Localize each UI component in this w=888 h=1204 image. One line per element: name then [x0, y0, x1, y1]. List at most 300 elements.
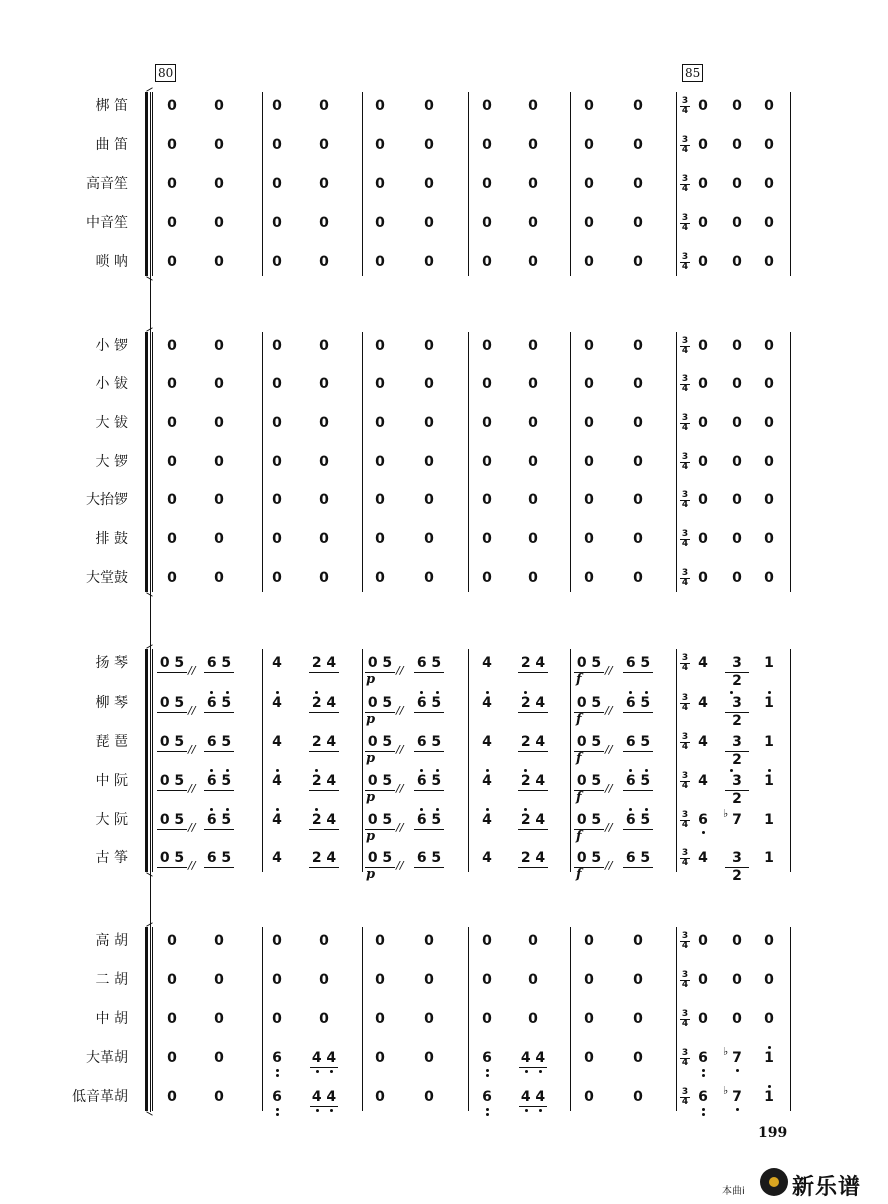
- rest-note: 0: [528, 492, 538, 508]
- rest-note: 0: [698, 176, 708, 192]
- octave-dot: [210, 691, 213, 694]
- rest-note: 0: [633, 492, 643, 508]
- rest-note: 0: [633, 1089, 643, 1105]
- rest-note: 0: [584, 454, 594, 470]
- beat-underline: [623, 672, 653, 673]
- rest-note: 0: [482, 176, 492, 192]
- rest-note: 0: [424, 933, 434, 949]
- barline: [790, 649, 791, 872]
- barline-start: [152, 927, 153, 1111]
- rest-note: 0: [764, 176, 774, 192]
- pitch-note: 4: [698, 734, 708, 750]
- rest-note: 0: [214, 531, 224, 547]
- barline: [468, 332, 469, 592]
- rest-note: 0: [764, 215, 774, 231]
- pitch-note: 4: [482, 655, 492, 671]
- rest-note: 0: [698, 570, 708, 586]
- rest-note: 0: [732, 137, 742, 153]
- low-octave-dot: [525, 1070, 528, 1073]
- octave-dot: [629, 769, 632, 772]
- low-octave-dot: [330, 1070, 333, 1073]
- dynamic-mark: p: [366, 829, 376, 844]
- rest-note: 0: [764, 98, 774, 114]
- pitch-note: 7: [732, 1050, 742, 1066]
- low-octave-dot: [702, 1069, 705, 1072]
- rest-note: 0: [424, 972, 434, 988]
- beat-underline: [623, 829, 653, 830]
- rest-note: 0: [375, 338, 385, 354]
- instrument-label: 中 阮: [95, 773, 128, 789]
- rest-note: 0: [375, 933, 385, 949]
- rest-note: 0: [528, 338, 538, 354]
- instrument-label: 中音笙: [86, 215, 128, 231]
- tremolo-mark: //: [188, 704, 196, 717]
- barline: [790, 927, 791, 1111]
- pitch-group: 2 4: [311, 655, 337, 671]
- rest-note: 0: [482, 215, 492, 231]
- rest-note: 0: [424, 376, 434, 392]
- instrument-label: 大 锣: [95, 454, 128, 470]
- rest-note: 0: [424, 531, 434, 547]
- rest-note: 0: [214, 98, 224, 114]
- rest-note: 0: [633, 570, 643, 586]
- pitch-group: 6 5: [416, 850, 442, 866]
- tremolo-mark: //: [605, 704, 613, 717]
- time-signature: 3 4: [681, 529, 689, 549]
- rest-note: 0: [272, 415, 282, 431]
- rest-note: 0: [584, 933, 594, 949]
- rest-note: 0: [528, 1011, 538, 1027]
- rest-note: 0: [764, 570, 774, 586]
- low-octave-dot: [486, 1108, 489, 1111]
- rest-note: 0: [167, 972, 177, 988]
- time-signature: 3 4: [681, 568, 689, 588]
- rest-note: 0: [633, 215, 643, 231]
- rest-note: 0: [375, 531, 385, 547]
- instrument-label: 扬 琴: [95, 655, 128, 671]
- rest-note: 0: [272, 492, 282, 508]
- rest-note: 0: [167, 492, 177, 508]
- pitch-group: 6 5: [416, 812, 442, 828]
- time-signature: 3 4: [681, 174, 689, 194]
- barline: [790, 92, 791, 276]
- rest-note: 0: [698, 1011, 708, 1027]
- rest-note: 0: [319, 415, 329, 431]
- dynamic-mark: f: [576, 712, 582, 727]
- rest-note: 0: [584, 570, 594, 586]
- barline: [468, 92, 469, 276]
- pitch-note: 4: [272, 655, 282, 671]
- rest-note: 0: [764, 1011, 774, 1027]
- dynamic-mark: p: [366, 790, 376, 805]
- low-octave-dot: [276, 1069, 279, 1072]
- tremolo-mark: //: [188, 782, 196, 795]
- dynamic-mark: f: [576, 672, 582, 687]
- barline: [468, 649, 469, 872]
- rest-note: 0: [732, 454, 742, 470]
- rest-note: 0: [584, 1050, 594, 1066]
- octave-dot: [420, 808, 423, 811]
- high-octave-dot: [768, 1046, 771, 1049]
- low-octave-dot: [316, 1070, 319, 1073]
- barline: [362, 649, 363, 872]
- rest-note: 0: [167, 137, 177, 153]
- system-connector: [150, 92, 151, 1112]
- barline: [676, 332, 677, 592]
- octave-dot: [276, 808, 279, 811]
- beat-underline: [309, 712, 339, 713]
- pitch-note: 6: [698, 1089, 708, 1105]
- rest-note: 0: [424, 415, 434, 431]
- barline: [676, 927, 677, 1111]
- low-octave-dot: [486, 1113, 489, 1116]
- rest-note: 0: [633, 254, 643, 270]
- rest-note: 0: [167, 376, 177, 392]
- pitch-group: 6 5: [625, 812, 651, 828]
- pitch-group: 2 4: [520, 850, 546, 866]
- pitch-note: 6: [482, 1050, 492, 1066]
- pitch-group: 0 5: [367, 773, 393, 789]
- instrument-label: 高 胡: [95, 933, 128, 949]
- tremolo-mark: //: [396, 782, 404, 795]
- rest-note: 0: [424, 215, 434, 231]
- octave-dot: [276, 691, 279, 694]
- octave-dot: [436, 691, 439, 694]
- octave-dot: [629, 691, 632, 694]
- time-signature: 3 4: [681, 810, 689, 830]
- rest-note: 0: [214, 338, 224, 354]
- time-signature: 3 4: [681, 1087, 689, 1107]
- system-bracket: [145, 927, 148, 1111]
- beat-underline: [623, 751, 653, 752]
- time-signature: 3 4: [681, 96, 689, 116]
- instrument-label: 唢 呐: [95, 254, 128, 270]
- rest-note: 0: [272, 254, 282, 270]
- rest-note: 0: [698, 215, 708, 231]
- pitch-group: 0 5: [159, 655, 185, 671]
- barline: [262, 649, 263, 872]
- octave-dot: [436, 808, 439, 811]
- pitch-note: 4 4: [520, 1089, 546, 1105]
- rest-note: 0: [584, 254, 594, 270]
- octave-dot: [315, 769, 318, 772]
- beat-underline: [725, 712, 749, 713]
- tremolo-mark: //: [188, 859, 196, 872]
- beat-underline: [157, 751, 187, 752]
- rest-note: 0: [375, 376, 385, 392]
- rest-note: 0: [375, 454, 385, 470]
- barline: [262, 927, 263, 1111]
- beat-underline: [414, 672, 444, 673]
- beat-underline: [204, 672, 234, 673]
- tremolo-mark: //: [188, 743, 196, 756]
- octave-dot: [486, 691, 489, 694]
- rest-note: 0: [319, 376, 329, 392]
- time-signature: 3 4: [681, 732, 689, 752]
- rest-note: 0: [424, 1011, 434, 1027]
- beat-underline: [157, 829, 187, 830]
- octave-dot: [315, 808, 318, 811]
- time-signature: 3 4: [681, 653, 689, 673]
- rest-note: 0: [528, 215, 538, 231]
- rest-note: 0: [424, 492, 434, 508]
- rest-note: 0: [214, 570, 224, 586]
- beat-underline: [725, 790, 749, 791]
- pitch-note: 1: [764, 1050, 774, 1066]
- rest-note: 0: [214, 1050, 224, 1066]
- rest-note: 0: [732, 98, 742, 114]
- low-octave-dot: [276, 1074, 279, 1077]
- pitch-note: 4: [482, 812, 492, 828]
- rest-note: 0: [375, 176, 385, 192]
- rest-note: 0: [764, 972, 774, 988]
- pitch-note: 4: [272, 850, 282, 866]
- low-octave-dot: [702, 831, 705, 834]
- pitch-note: 1: [764, 655, 774, 671]
- rest-note: 0: [698, 338, 708, 354]
- rest-note: 0: [732, 254, 742, 270]
- rest-note: 0: [528, 376, 538, 392]
- rest-note: 0: [698, 137, 708, 153]
- tremolo-mark: //: [605, 664, 613, 677]
- dynamic-mark: f: [576, 829, 582, 844]
- rest-note: 0: [319, 176, 329, 192]
- rest-note: 0: [764, 531, 774, 547]
- barline: [362, 332, 363, 592]
- rest-note: 0: [633, 1050, 643, 1066]
- rest-note: 0: [167, 215, 177, 231]
- brand-logo-icon: [760, 1168, 788, 1196]
- beat-underline: [623, 790, 653, 791]
- pitch-group: 0 5: [367, 812, 393, 828]
- time-signature: 3 4: [681, 490, 689, 510]
- pitch-group: 0 5: [159, 812, 185, 828]
- pitch-note: 4: [482, 695, 492, 711]
- octave-dot: [486, 808, 489, 811]
- pitch-group: 3 2: [732, 655, 742, 689]
- pitch-group: 2 4: [520, 773, 546, 789]
- time-signature: 3 4: [681, 374, 689, 394]
- barline: [790, 332, 791, 592]
- pitch-group: 6 5: [206, 773, 232, 789]
- rest-note: 0: [698, 454, 708, 470]
- rest-note: 0: [633, 933, 643, 949]
- pitch-group: 6 5: [206, 812, 232, 828]
- time-signature: 3 4: [681, 848, 689, 868]
- pitch-note: 6: [272, 1050, 282, 1066]
- octave-dot: [420, 769, 423, 772]
- barline: [262, 332, 263, 592]
- rest-note: 0: [698, 492, 708, 508]
- octave-dot: [315, 691, 318, 694]
- tremolo-mark: //: [605, 743, 613, 756]
- pitch-note: 6: [698, 1050, 708, 1066]
- rest-note: 0: [424, 1050, 434, 1066]
- rest-note: 0: [424, 98, 434, 114]
- octave-dot: [226, 769, 229, 772]
- beat-underline: [157, 672, 187, 673]
- rest-note: 0: [584, 176, 594, 192]
- pitch-note: 4: [698, 695, 708, 711]
- instrument-label: 大 钹: [95, 415, 128, 431]
- rest-note: 0: [528, 531, 538, 547]
- rest-note: 0: [167, 933, 177, 949]
- rest-note: 0: [214, 933, 224, 949]
- beat-underline: [725, 672, 749, 673]
- rest-note: 0: [698, 531, 708, 547]
- octave-dot: [524, 691, 527, 694]
- rest-note: 0: [732, 492, 742, 508]
- rest-note: 0: [633, 415, 643, 431]
- tremolo-mark: //: [188, 821, 196, 834]
- rest-note: 0: [698, 933, 708, 949]
- pitch-note: 4: [698, 773, 708, 789]
- rest-note: 0: [319, 254, 329, 270]
- rest-note: 0: [528, 98, 538, 114]
- rest-note: 0: [375, 1089, 385, 1105]
- pitch-note: 6: [272, 1089, 282, 1105]
- rest-note: 0: [732, 933, 742, 949]
- rest-note: 0: [482, 972, 492, 988]
- rest-note: 0: [528, 176, 538, 192]
- rest-note: 0: [764, 415, 774, 431]
- dynamic-mark: p: [366, 751, 376, 766]
- rest-note: 0: [584, 338, 594, 354]
- low-octave-dot: [486, 1074, 489, 1077]
- octave-dot: [629, 808, 632, 811]
- pitch-group: 6 5: [625, 695, 651, 711]
- footer-note: 本曲i: [722, 1186, 745, 1197]
- rest-note: 0: [167, 570, 177, 586]
- rest-note: 0: [167, 1011, 177, 1027]
- octave-dot: [645, 769, 648, 772]
- rest-note: 0: [272, 933, 282, 949]
- rest-note: 0: [633, 454, 643, 470]
- time-signature: 3 4: [681, 1009, 689, 1029]
- pitch-note: 4: [272, 773, 282, 789]
- rest-note: 0: [584, 98, 594, 114]
- flat-sign: ♭: [723, 807, 729, 820]
- rest-note: 0: [319, 137, 329, 153]
- pitch-note: 4 4: [311, 1089, 337, 1105]
- low-octave-dot: [276, 1113, 279, 1116]
- time-signature: 3 4: [681, 771, 689, 791]
- rest-note: 0: [528, 933, 538, 949]
- beat-underline: [309, 829, 339, 830]
- rest-note: 0: [167, 98, 177, 114]
- rest-note: 0: [424, 137, 434, 153]
- rest-note: 0: [319, 215, 329, 231]
- octave-dot: [645, 808, 648, 811]
- pitch-group: 2 4: [520, 695, 546, 711]
- dynamic-mark: p: [366, 672, 376, 687]
- rest-note: 0: [214, 137, 224, 153]
- octave-dot: [420, 691, 423, 694]
- barline: [468, 927, 469, 1111]
- rest-note: 0: [584, 972, 594, 988]
- octave-dot: [276, 769, 279, 772]
- page-number: 199: [758, 1125, 788, 1141]
- pitch-group: 0 5: [576, 695, 602, 711]
- rest-note: 0: [482, 98, 492, 114]
- rest-note: 0: [764, 376, 774, 392]
- pitch-group: 0 5: [576, 812, 602, 828]
- low-octave-dot: [702, 1113, 705, 1116]
- octave-dot: [645, 691, 648, 694]
- barline: [262, 92, 263, 276]
- beat-underline: [204, 751, 234, 752]
- pitch-note: 1: [764, 773, 774, 789]
- pitch-note: 4: [482, 773, 492, 789]
- rest-note: 0: [375, 1050, 385, 1066]
- dynamic-mark: p: [366, 712, 376, 727]
- instrument-label: 琵 琶: [95, 734, 128, 750]
- pitch-note: 4: [482, 734, 492, 750]
- measure-number-80: 80: [155, 64, 176, 82]
- rest-note: 0: [272, 570, 282, 586]
- pitch-note: 1: [764, 1089, 774, 1105]
- instrument-label: 二 胡: [95, 972, 128, 988]
- system-bracket: [145, 332, 148, 592]
- octave-dot: [768, 691, 771, 694]
- pitch-group: 0 5: [576, 773, 602, 789]
- tremolo-mark: //: [396, 743, 404, 756]
- pitch-note: 4: [698, 655, 708, 671]
- instrument-label: 中 胡: [95, 1011, 128, 1027]
- rest-note: 0: [698, 415, 708, 431]
- beat-underline: [518, 672, 548, 673]
- brand-name: 新乐谱: [792, 1175, 862, 1200]
- rest-note: 0: [214, 972, 224, 988]
- dynamic-mark: f: [576, 790, 582, 805]
- rest-note: 0: [732, 215, 742, 231]
- rest-note: 0: [633, 376, 643, 392]
- pitch-group: 3 2: [732, 850, 742, 884]
- octave-dot: [768, 769, 771, 772]
- beat-underline: [309, 790, 339, 791]
- octave-dot: [210, 769, 213, 772]
- pitch-group: 6 5: [206, 655, 232, 671]
- pitch-group: 2 4: [311, 695, 337, 711]
- low-octave-dot: [486, 1069, 489, 1072]
- rest-note: 0: [214, 492, 224, 508]
- rest-note: 0: [375, 215, 385, 231]
- barline: [570, 927, 571, 1111]
- beat-underline: [518, 829, 548, 830]
- low-octave-dot: [276, 1108, 279, 1111]
- time-signature: 3 4: [681, 135, 689, 155]
- rest-note: 0: [528, 570, 538, 586]
- pitch-group: 0 5: [367, 850, 393, 866]
- barline-start: [152, 92, 153, 276]
- rest-note: 0: [319, 454, 329, 470]
- pitch-group: 2 4: [311, 773, 337, 789]
- rest-note: 0: [167, 338, 177, 354]
- octave-dot: [524, 769, 527, 772]
- rest-note: 0: [732, 1011, 742, 1027]
- beat-underline: [518, 867, 548, 868]
- low-octave-dot: [539, 1109, 542, 1112]
- beat-underline: [725, 751, 749, 752]
- low-octave-dot: [736, 1108, 739, 1111]
- rest-note: 0: [528, 415, 538, 431]
- rest-note: 0: [319, 338, 329, 354]
- pitch-group: 6 5: [416, 655, 442, 671]
- dynamic-mark: f: [576, 751, 582, 766]
- instrument-label: 高音笙: [86, 176, 128, 192]
- rest-note: 0: [482, 338, 492, 354]
- barline-start: [152, 649, 153, 872]
